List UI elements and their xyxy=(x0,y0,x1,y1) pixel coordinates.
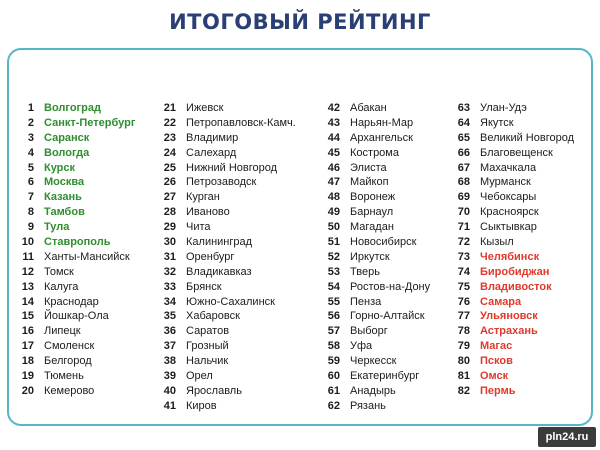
ranking-row xyxy=(452,220,574,235)
rank-number: 2 xyxy=(27,116,34,129)
city-name: Петропавловск-Камч. xyxy=(186,116,296,129)
city-name: Липецк xyxy=(44,325,81,338)
city-name: Черкесск xyxy=(350,355,397,368)
site-watermark: pln24.ru xyxy=(538,427,596,447)
rank-number: 50 xyxy=(327,221,340,234)
ranking-row xyxy=(20,235,135,250)
rank-number: 57 xyxy=(327,325,340,338)
rank-number: 60 xyxy=(327,370,340,383)
city-name: Челябинск xyxy=(480,250,540,263)
city-name: Белгород xyxy=(44,355,92,368)
ranking-row xyxy=(20,175,135,190)
rank-number: 30 xyxy=(163,236,176,249)
ranking-row xyxy=(158,205,296,220)
city-name: Самара xyxy=(480,295,522,308)
rank-number: 13 xyxy=(21,280,34,293)
city-name: Барнаул xyxy=(350,206,394,219)
ranking-row xyxy=(452,190,574,205)
rank-number: 46 xyxy=(327,161,340,174)
ranking-row xyxy=(322,324,430,339)
ranking-row xyxy=(452,339,574,354)
rank-number: 71 xyxy=(457,221,470,234)
rank-number: 77 xyxy=(457,310,470,323)
rank-number: 56 xyxy=(327,310,340,323)
ranking-row xyxy=(322,309,430,324)
ranking-row xyxy=(158,235,296,250)
ranking-row xyxy=(20,265,135,280)
ranking-row xyxy=(20,116,135,131)
rank-number: 47 xyxy=(327,176,340,189)
city-name: Кызыл xyxy=(480,236,514,249)
city-name: Новосибирск xyxy=(350,236,417,249)
ranking-row xyxy=(452,131,574,146)
city-name: Магас xyxy=(480,340,513,353)
rank-number: 34 xyxy=(163,295,176,308)
ranking-row xyxy=(322,235,430,250)
rank-number: 69 xyxy=(457,191,470,204)
city-name: Уфа xyxy=(350,340,373,353)
city-name: Салехард xyxy=(186,146,237,159)
ranking-row xyxy=(158,369,296,384)
rank-number: 21 xyxy=(163,102,176,114)
rank-number: 58 xyxy=(327,340,340,353)
ranking-row xyxy=(452,175,574,190)
city-name: Якутск xyxy=(480,116,514,129)
city-name: Санкт-Петербург xyxy=(44,116,136,129)
rank-number: 4 xyxy=(27,146,34,159)
ranking-row xyxy=(20,369,135,384)
city-name: Ростов-на-Дону xyxy=(350,280,431,293)
rank-number: 42 xyxy=(327,102,340,114)
city-name: Кемерово xyxy=(44,384,95,397)
rank-number: 16 xyxy=(21,325,34,338)
rank-number: 55 xyxy=(327,295,340,308)
rank-number: 40 xyxy=(163,384,176,397)
ranking-row xyxy=(452,354,574,369)
city-name: Владимир xyxy=(186,131,239,144)
ranking-row xyxy=(322,354,430,369)
ranking-row xyxy=(158,265,296,280)
rank-number: 9 xyxy=(27,221,34,234)
ranking-row xyxy=(158,295,296,310)
ranking-row xyxy=(322,250,430,265)
rank-number: 29 xyxy=(163,221,176,234)
city-name: Грозный xyxy=(186,340,229,353)
rank-number: 65 xyxy=(457,131,470,144)
rank-number: 10 xyxy=(21,236,34,249)
rank-number: 7 xyxy=(27,191,34,204)
ranking-row xyxy=(158,250,296,265)
rank-number: 72 xyxy=(457,236,470,249)
city-name: Иваново xyxy=(186,206,230,219)
city-name: Краснодар xyxy=(44,295,99,308)
ranking-row xyxy=(452,309,574,324)
ranking-row xyxy=(20,324,135,339)
city-name: Саратов xyxy=(186,325,230,338)
city-name: Благовещенск xyxy=(480,146,553,159)
ranking-row xyxy=(158,399,296,414)
rank-number: 26 xyxy=(163,176,176,189)
city-name: Саранск xyxy=(44,131,90,144)
rank-number: 61 xyxy=(327,384,340,397)
ranking-row xyxy=(20,309,135,324)
city-name: Омск xyxy=(480,370,509,383)
city-name: Псков xyxy=(480,355,513,368)
rank-number: 28 xyxy=(163,206,176,219)
ranking-row xyxy=(452,280,574,295)
city-name: Нарьян-Мар xyxy=(350,116,414,129)
rank-number: 23 xyxy=(163,131,176,144)
city-name: Йошкар-Ола xyxy=(44,310,109,323)
city-name: Улан-Удэ xyxy=(480,102,527,114)
city-name: Калуга xyxy=(44,280,79,293)
rank-number: 62 xyxy=(327,399,340,412)
ranking-column-2 xyxy=(158,101,296,414)
ranking-row xyxy=(158,175,296,190)
rank-number: 31 xyxy=(163,250,176,263)
ranking-row xyxy=(322,101,430,116)
city-name: Казань xyxy=(44,191,82,204)
rank-number: 14 xyxy=(21,295,34,308)
city-name: Тверь xyxy=(350,265,380,278)
city-name: Тюмень xyxy=(44,370,84,383)
city-name: Волгоград xyxy=(44,102,101,114)
ranking-row xyxy=(20,220,135,235)
ranking-row xyxy=(158,146,296,161)
city-name: Архангельск xyxy=(350,131,413,144)
ranking-row xyxy=(322,131,430,146)
rank-number: 45 xyxy=(327,146,340,159)
ranking-row xyxy=(158,324,296,339)
city-name: Брянск xyxy=(186,280,222,293)
ranking-row xyxy=(20,250,135,265)
rank-number: 76 xyxy=(457,295,470,308)
ranking-row xyxy=(158,131,296,146)
ranking-row xyxy=(322,146,430,161)
ranking-row xyxy=(322,265,430,280)
rank-number: 20 xyxy=(21,384,34,397)
ranking-row xyxy=(20,280,135,295)
rank-number: 11 xyxy=(22,250,34,263)
rank-number: 19 xyxy=(21,370,34,383)
rank-number: 12 xyxy=(21,265,34,278)
rank-number: 53 xyxy=(327,265,340,278)
rank-number: 59 xyxy=(327,355,340,368)
ranking-row xyxy=(158,101,296,116)
city-name: Магадан xyxy=(350,221,394,234)
city-name: Курган xyxy=(186,191,220,204)
ranking-row xyxy=(452,235,574,250)
city-name: Элиста xyxy=(350,161,387,174)
city-name: Иркутск xyxy=(350,250,390,263)
city-name: Абакан xyxy=(350,102,387,114)
rank-number: 73 xyxy=(457,250,470,263)
ranking-row xyxy=(322,220,430,235)
rank-number: 51 xyxy=(327,236,340,249)
rank-number: 79 xyxy=(457,340,470,353)
city-name: Киров xyxy=(186,399,217,412)
city-name: Чебоксары xyxy=(480,191,537,204)
ranking-row xyxy=(20,101,135,116)
rank-number: 1 xyxy=(27,102,34,114)
city-name: Выборг xyxy=(350,325,388,338)
ranking-row xyxy=(452,250,574,265)
city-name: Мурманск xyxy=(480,176,531,189)
ranking-row xyxy=(452,384,574,399)
city-name: Москва xyxy=(44,176,85,189)
city-name: Ставрополь xyxy=(44,236,111,249)
city-name: Ульяновск xyxy=(480,310,538,323)
ranking-row xyxy=(158,116,296,131)
rank-number: 68 xyxy=(457,176,470,189)
ranking-row xyxy=(158,384,296,399)
ranking-column-1 xyxy=(20,101,135,399)
city-name: Красноярск xyxy=(480,206,539,219)
city-name: Владикавказ xyxy=(186,265,252,278)
city-name: Майкоп xyxy=(350,176,389,189)
ranking-row xyxy=(20,205,135,220)
ranking-row xyxy=(452,369,574,384)
city-name: Екатеринбург xyxy=(350,370,420,383)
ranking-row xyxy=(158,190,296,205)
rank-number: 41 xyxy=(163,399,176,412)
rank-number: 64 xyxy=(457,116,470,129)
ranking-row xyxy=(452,146,574,161)
city-name: Чита xyxy=(186,221,211,234)
rank-number: 81 xyxy=(457,370,470,383)
rank-number: 27 xyxy=(163,191,176,204)
city-name: Кострома xyxy=(350,146,399,159)
ranking-row xyxy=(158,309,296,324)
rank-number: 49 xyxy=(327,206,340,219)
ranking-row xyxy=(20,131,135,146)
ranking-row xyxy=(322,116,430,131)
ranking-row xyxy=(322,339,430,354)
city-name: Тамбов xyxy=(44,206,85,219)
rank-number: 74 xyxy=(457,265,470,278)
city-name: Ярославль xyxy=(186,384,242,397)
page-title: ИТОГОВЫЙ РЕЙТИНГ xyxy=(169,10,431,34)
city-name: Курск xyxy=(44,161,76,174)
city-name: Орел xyxy=(186,370,213,383)
ranking-row xyxy=(322,205,430,220)
rank-number: 63 xyxy=(457,102,470,114)
ranking-row xyxy=(158,339,296,354)
rank-number: 39 xyxy=(163,370,176,383)
city-name: Южно-Сахалинск xyxy=(186,295,275,308)
city-name: Анадырь xyxy=(350,384,396,397)
ranking-row xyxy=(20,339,135,354)
rank-number: 75 xyxy=(457,280,470,293)
ranking-row xyxy=(322,384,430,399)
rank-number: 78 xyxy=(457,325,470,338)
city-name: Владивосток xyxy=(480,280,552,293)
rank-number: 35 xyxy=(163,310,176,323)
city-name: Хабаровск xyxy=(186,310,240,323)
ranking-row xyxy=(452,295,574,310)
ranking-row xyxy=(452,265,574,280)
ranking-row xyxy=(20,161,135,176)
city-name: Горно-Алтайск xyxy=(350,310,425,323)
city-name: Оренбург xyxy=(186,250,235,263)
city-name: Махачкала xyxy=(480,161,537,174)
city-name: Калининград xyxy=(186,236,253,249)
city-name: Сыктывкар xyxy=(480,221,537,234)
ranking-row xyxy=(322,295,430,310)
ranking-row xyxy=(322,161,430,176)
rank-number: 82 xyxy=(457,384,470,397)
ranking-row xyxy=(20,146,135,161)
rank-number: 43 xyxy=(327,116,340,129)
rank-number: 17 xyxy=(21,340,34,353)
ranking-row xyxy=(452,205,574,220)
rank-number: 3 xyxy=(27,131,34,144)
ranking-row xyxy=(20,190,135,205)
city-name: Астрахань xyxy=(480,325,538,338)
rank-number: 66 xyxy=(457,146,470,159)
rank-number: 54 xyxy=(327,280,340,293)
ranking-row xyxy=(20,384,135,399)
ranking-row xyxy=(452,324,574,339)
rank-number: 36 xyxy=(163,325,176,338)
city-name: Пермь xyxy=(480,384,516,397)
rank-number: 22 xyxy=(163,116,176,129)
city-name: Петрозаводск xyxy=(186,176,257,189)
ranking-row xyxy=(452,116,574,131)
ranking-row xyxy=(322,190,430,205)
rank-number: 67 xyxy=(457,161,470,174)
city-name: Смоленск xyxy=(44,340,95,353)
ranking-row xyxy=(158,280,296,295)
rank-number: 18 xyxy=(21,355,34,368)
city-name: Ижевск xyxy=(186,102,224,114)
city-name: Великий Новгород xyxy=(480,131,575,144)
rank-number: 44 xyxy=(327,131,340,144)
city-name: Ханты-Мансийск xyxy=(44,250,130,263)
rank-number: 5 xyxy=(27,161,34,174)
ranking-row xyxy=(158,220,296,235)
rank-number: 52 xyxy=(327,250,340,263)
ranking-row xyxy=(322,280,430,295)
rank-number: 32 xyxy=(163,265,176,278)
rank-number: 37 xyxy=(163,340,176,353)
city-name: Нальчик xyxy=(186,355,229,368)
city-name: Биробиджан xyxy=(480,265,550,278)
city-name: Томск xyxy=(44,265,74,278)
ranking-row xyxy=(322,175,430,190)
city-name: Тула xyxy=(44,221,70,234)
ranking-row xyxy=(20,354,135,369)
ranking-row xyxy=(158,354,296,369)
city-name: Вологда xyxy=(44,146,90,159)
rank-number: 25 xyxy=(163,161,176,174)
ranking-row xyxy=(322,399,430,414)
ranking-column-4 xyxy=(452,101,574,399)
rank-number: 6 xyxy=(27,176,34,189)
rank-number: 38 xyxy=(163,355,176,368)
ranking-row xyxy=(20,295,135,310)
ranking-row xyxy=(158,161,296,176)
ranking-column-3 xyxy=(322,101,430,414)
city-name: Пенза xyxy=(350,295,382,308)
city-name: Рязань xyxy=(350,399,386,412)
ranking-row xyxy=(452,101,574,116)
rank-number: 24 xyxy=(163,146,176,159)
rank-number: 15 xyxy=(21,310,34,323)
rank-number: 33 xyxy=(163,280,176,293)
rank-number: 70 xyxy=(457,206,470,219)
rank-number: 48 xyxy=(327,191,340,204)
rank-number: 80 xyxy=(457,355,470,368)
city-name: Нижний Новгород xyxy=(186,161,278,174)
ranking-row xyxy=(322,369,430,384)
ranking-row xyxy=(452,161,574,176)
city-name: Воронеж xyxy=(350,191,396,204)
rank-number: 8 xyxy=(27,206,34,219)
